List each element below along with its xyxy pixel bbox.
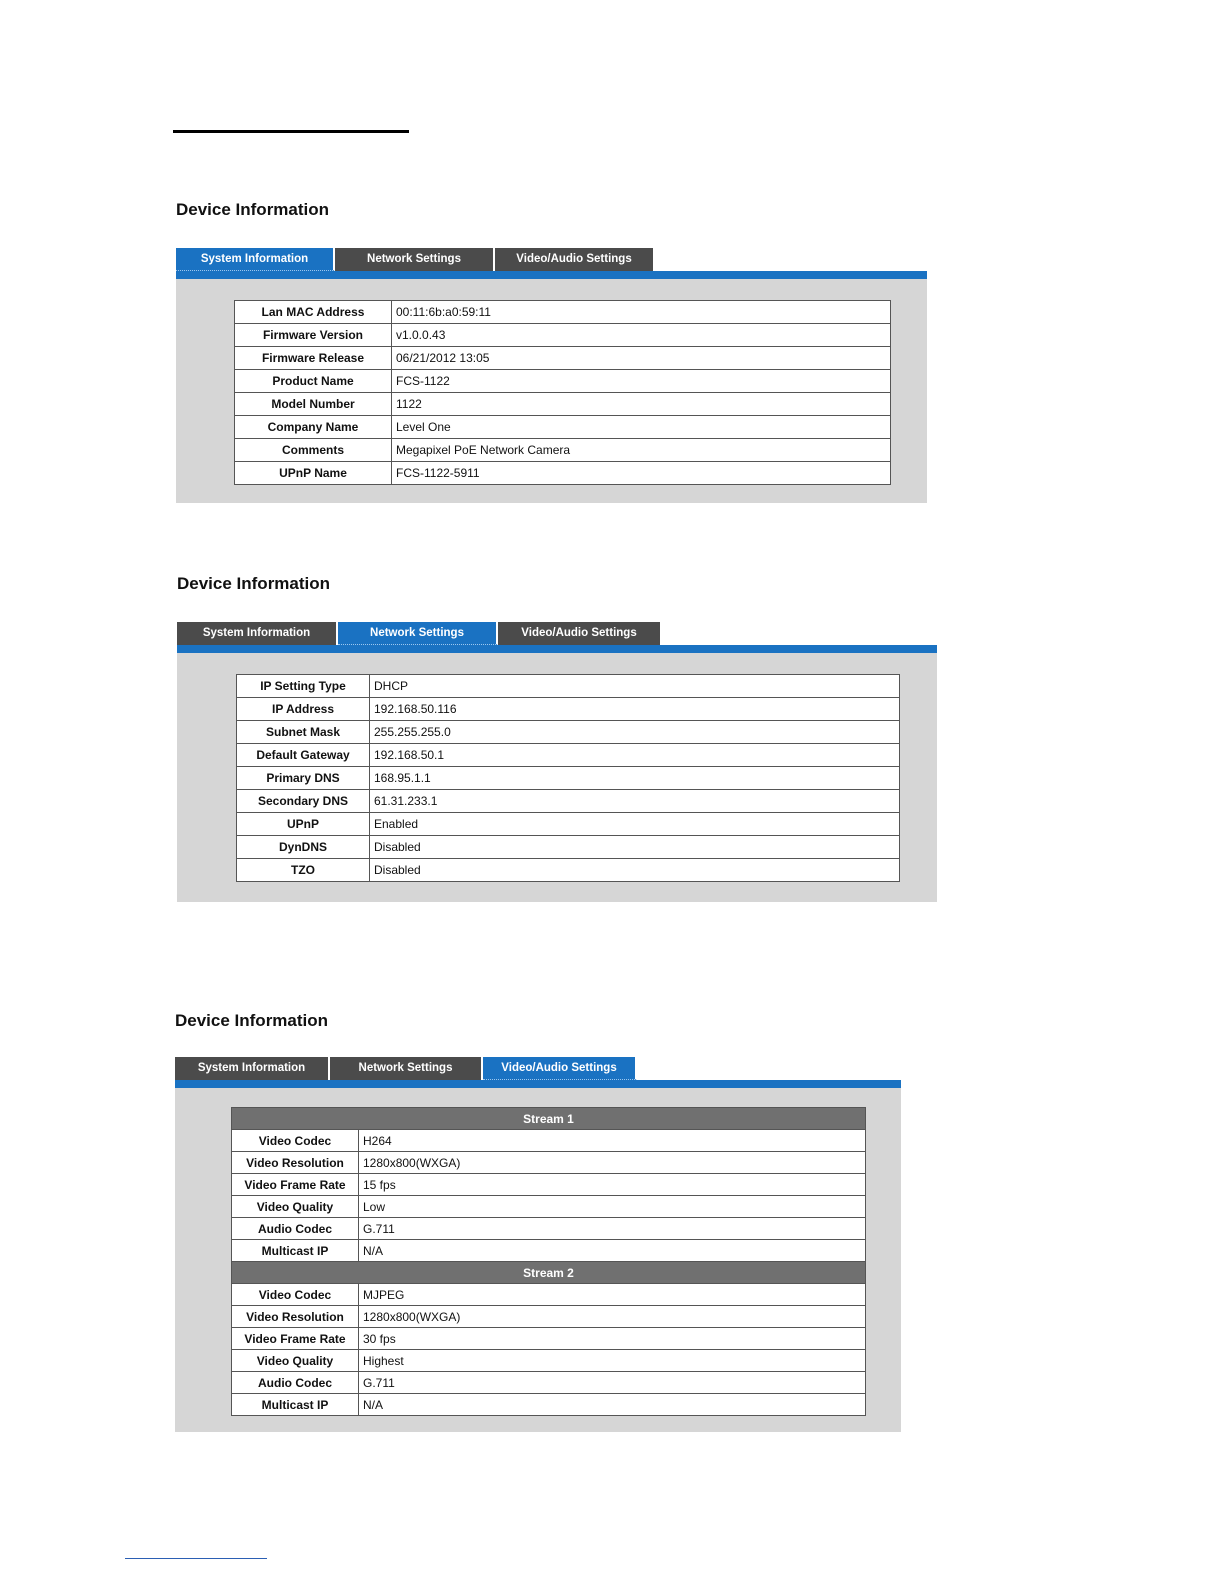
row-label: UPnP <box>237 813 370 836</box>
row-value: G.711 <box>359 1218 866 1240</box>
table-row <box>232 1284 866 1306</box>
row-value: 1122 <box>392 393 891 416</box>
row-value: 00:11:6b:a0:59:11 <box>392 301 891 324</box>
network-settings-table <box>236 674 900 882</box>
section-title: Device Information <box>176 200 330 219</box>
row-label: TZO <box>237 859 370 882</box>
row-value: 30 fps <box>359 1328 866 1350</box>
row-label: Subnet Mask <box>237 721 370 744</box>
tab-bar <box>175 1057 637 1080</box>
row-value: DHCP <box>370 675 900 698</box>
row-value: FCS-1122-5911 <box>392 462 891 485</box>
row-value: H264 <box>359 1130 866 1152</box>
stream-header <box>232 1108 866 1130</box>
row-label: Firmware Release <box>235 347 392 370</box>
video-audio-table <box>231 1107 866 1416</box>
row-value: MJPEG <box>359 1284 866 1306</box>
row-label: IP Address <box>237 698 370 721</box>
row-label: Secondary DNS <box>237 790 370 813</box>
footnote-rule <box>125 1558 267 1559</box>
row-label: Firmware Version <box>235 324 392 347</box>
stream-header <box>232 1262 866 1284</box>
row-value: Disabled <box>370 836 900 859</box>
tab-system-information[interactable]: System Information <box>176 248 335 271</box>
table-row <box>232 1130 866 1152</box>
row-value: v1.0.0.43 <box>392 324 891 347</box>
table-row <box>235 393 891 416</box>
row-value: Highest <box>359 1350 866 1372</box>
table-row <box>235 324 891 347</box>
table-row <box>237 767 900 790</box>
table-row <box>237 721 900 744</box>
section-title: Device Information <box>175 1011 329 1030</box>
row-value: 1280x800(WXGA) <box>359 1152 866 1174</box>
row-value: 255.255.255.0 <box>370 721 900 744</box>
table-row <box>237 836 900 859</box>
table-row <box>232 1328 866 1350</box>
row-value: FCS-1122 <box>392 370 891 393</box>
row-value: 168.95.1.1 <box>370 767 900 790</box>
row-label: Multicast IP <box>232 1240 359 1262</box>
row-label: Video Codec <box>232 1284 359 1306</box>
system-info-table <box>234 300 891 485</box>
tab-network-settings[interactable]: Network Settings <box>338 622 498 645</box>
device-info-network <box>177 574 937 902</box>
row-label: Video Quality <box>232 1196 359 1218</box>
row-label: Video Resolution <box>232 1152 359 1174</box>
stream-title: Stream 1 <box>232 1108 866 1130</box>
row-label: Company Name <box>235 416 392 439</box>
row-label: Audio Codec <box>232 1218 359 1240</box>
table-row <box>237 698 900 721</box>
row-value: Enabled <box>370 813 900 836</box>
row-value: 61.31.233.1 <box>370 790 900 813</box>
row-label: IP Setting Type <box>237 675 370 698</box>
table-row <box>232 1306 866 1328</box>
row-label: Video Frame Rate <box>232 1174 359 1196</box>
table-row <box>235 370 891 393</box>
row-label: Video Quality <box>232 1350 359 1372</box>
row-label: Video Frame Rate <box>232 1328 359 1350</box>
table-row <box>232 1350 866 1372</box>
device-info-system <box>176 200 927 503</box>
table-row <box>232 1152 866 1174</box>
tab-video-audio-settings[interactable]: Video/Audio Settings <box>483 1057 637 1080</box>
tab-underline <box>175 1080 901 1088</box>
device-info-video-audio <box>175 1011 901 1432</box>
tab-underline <box>177 645 937 653</box>
row-value: N/A <box>359 1394 866 1416</box>
table-row <box>235 301 891 324</box>
row-value: Disabled <box>370 859 900 882</box>
row-label: Product Name <box>235 370 392 393</box>
row-value: 192.168.50.1 <box>370 744 900 767</box>
table-row <box>235 439 891 462</box>
top-rule <box>173 130 409 133</box>
table-row <box>232 1240 866 1262</box>
row-label: Model Number <box>235 393 392 416</box>
tab-video-audio-settings[interactable]: Video/Audio Settings <box>495 248 655 271</box>
row-value: 06/21/2012 13:05 <box>392 347 891 370</box>
table-row <box>232 1394 866 1416</box>
tab-system-information[interactable]: System Information <box>177 622 338 645</box>
tab-network-settings[interactable]: Network Settings <box>335 248 495 271</box>
row-value: 15 fps <box>359 1174 866 1196</box>
table-row <box>237 675 900 698</box>
row-value: 192.168.50.116 <box>370 698 900 721</box>
row-value: Low <box>359 1196 866 1218</box>
row-label: DynDNS <box>237 836 370 859</box>
row-value: 1280x800(WXGA) <box>359 1306 866 1328</box>
row-label: Lan MAC Address <box>235 301 392 324</box>
row-label: Default Gateway <box>237 744 370 767</box>
tab-video-audio-settings[interactable]: Video/Audio Settings <box>498 622 662 645</box>
table-row <box>235 462 891 485</box>
row-value: N/A <box>359 1240 866 1262</box>
row-value: Level One <box>392 416 891 439</box>
table-row <box>232 1174 866 1196</box>
table-row <box>235 416 891 439</box>
table-row <box>232 1218 866 1240</box>
row-label: Video Codec <box>232 1130 359 1152</box>
row-label: Primary DNS <box>237 767 370 790</box>
stream-title: Stream 2 <box>232 1262 866 1284</box>
table-row <box>235 347 891 370</box>
tab-bar <box>176 248 655 271</box>
table-row <box>237 859 900 882</box>
tab-system-information[interactable]: System Information <box>175 1057 330 1080</box>
section-title: Device Information <box>177 574 331 593</box>
table-row <box>232 1372 866 1394</box>
table-row <box>237 790 900 813</box>
tab-network-settings[interactable]: Network Settings <box>330 1057 483 1080</box>
row-label: Multicast IP <box>232 1394 359 1416</box>
tab-underline <box>176 271 927 279</box>
table-row <box>237 813 900 836</box>
row-value: G.711 <box>359 1372 866 1394</box>
row-label: UPnP Name <box>235 462 392 485</box>
row-value: Megapixel PoE Network Camera <box>392 439 891 462</box>
row-label: Comments <box>235 439 392 462</box>
row-label: Audio Codec <box>232 1372 359 1394</box>
tab-bar <box>177 622 662 645</box>
row-label: Video Resolution <box>232 1306 359 1328</box>
table-row <box>237 744 900 767</box>
table-row <box>232 1196 866 1218</box>
